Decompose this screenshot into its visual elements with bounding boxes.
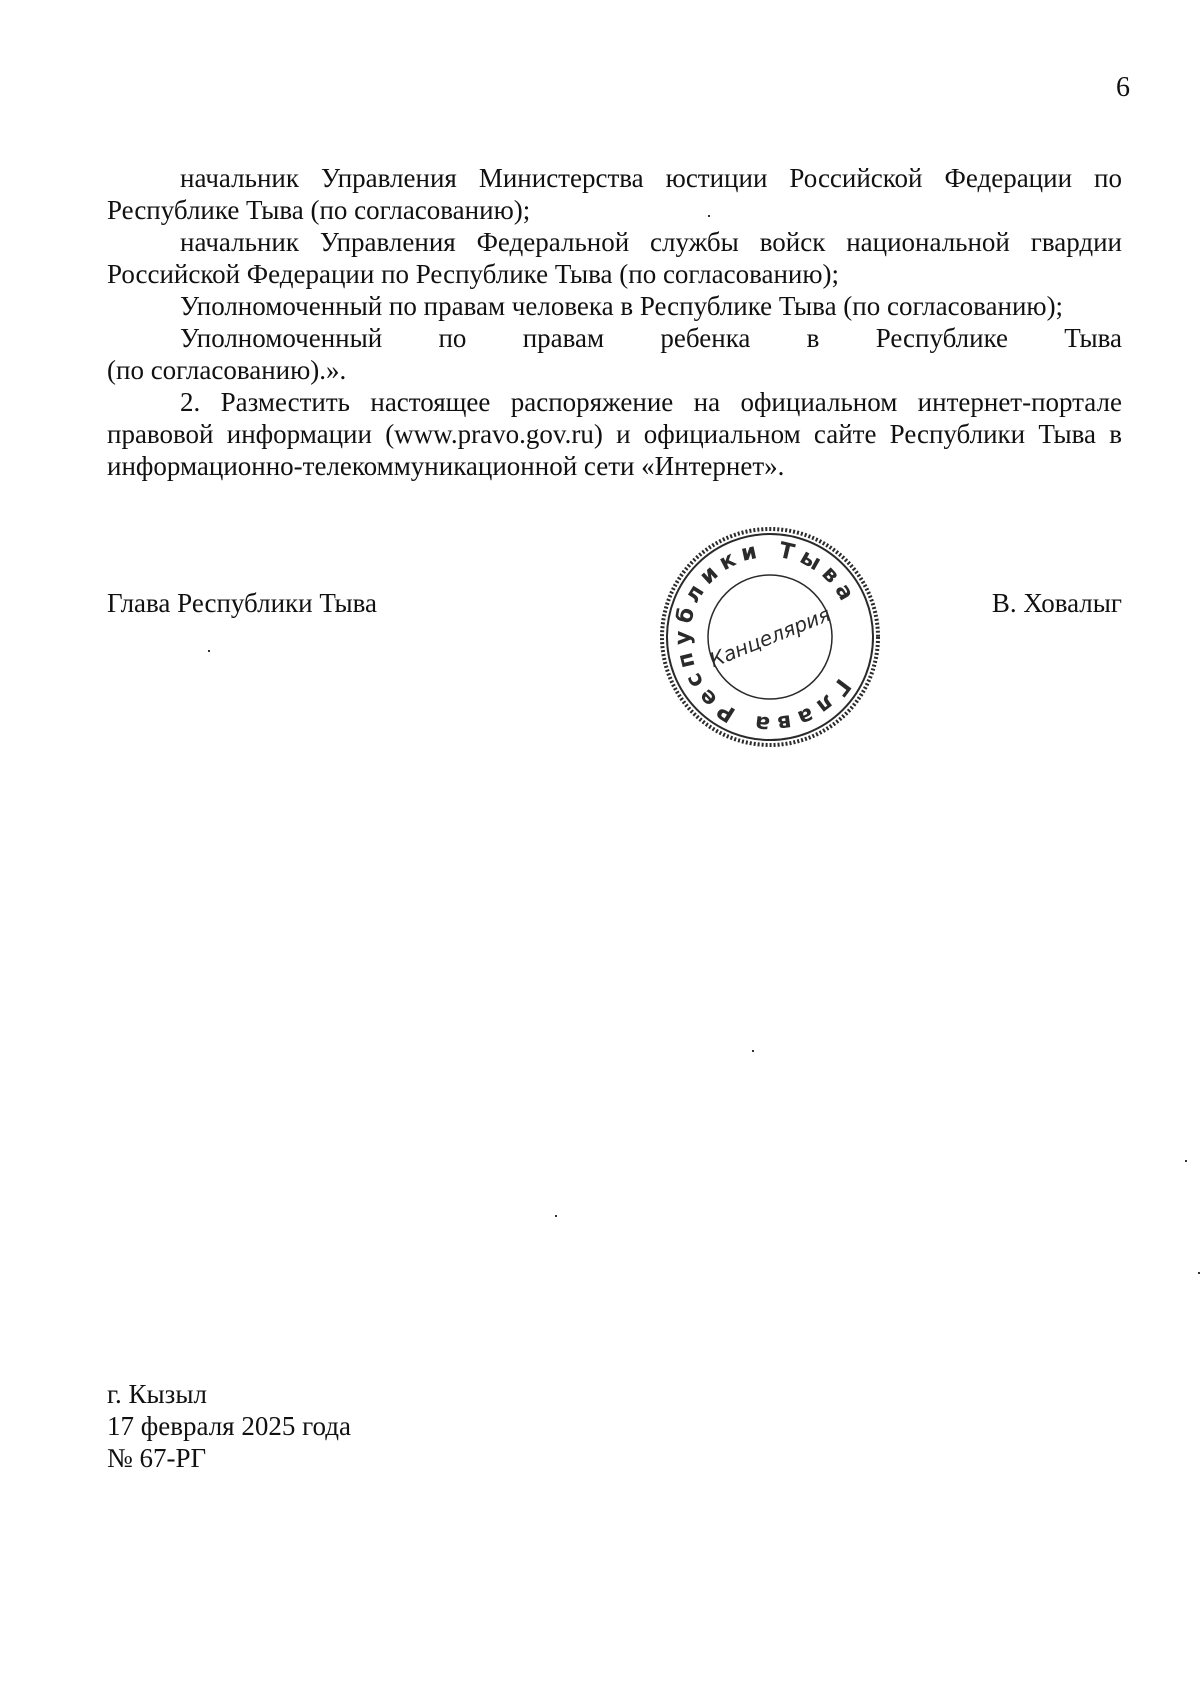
spread-word: в	[806, 323, 820, 353]
scan-speck	[752, 1050, 754, 1052]
page-number: 6	[1116, 72, 1130, 103]
scan-speck	[555, 1215, 557, 1217]
spread-word: Уполномоченный	[180, 323, 383, 353]
document-footer	[107, 1378, 351, 1474]
signatory-position: Глава Республики Тыва	[107, 588, 378, 618]
scan-speck	[1185, 1160, 1187, 1162]
paragraph-human-rights-ombudsman: Уполномоченный по правам человека в Республике Тыва (по согласованию);	[180, 291, 1064, 321]
paragraph-child-rights-ombudsman	[107, 322, 1122, 354]
paragraph-item-2: 2. Разместить настоящее распоряжение на официальном интернет-портале правовой информации (www.pravo.gov.ru) и официальном сайте Республики Тыва в информационно-телекоммуникационной сети «Интернет».	[107, 387, 1122, 481]
spread-word: Республике	[875, 323, 1009, 353]
spread-word: по	[438, 323, 467, 353]
paragraph-national-guard: начальник Управления Федеральной службы войск национальной гвардии Российской Федерации по Республике Тыва (по согласованию);	[107, 227, 1122, 289]
spread-word: Тыва	[1064, 323, 1122, 353]
scan-speck	[208, 650, 210, 652]
document-body	[107, 162, 1122, 482]
stamp-center-text: Канцелярия	[706, 601, 834, 673]
spread-word: правам	[522, 323, 605, 353]
footer-number: № 67-РГ	[107, 1443, 207, 1473]
scan-speck	[708, 215, 710, 217]
signatory-name: В. Ховалыг	[991, 588, 1122, 618]
stamp-ring-text: Глава Республики Тыва	[670, 537, 862, 737]
official-stamp	[655, 522, 885, 752]
paragraph-justice-ministry: начальник Управления Министерства юстиции Российской Федерации по Республике Тыва (по согласованию);	[107, 163, 1122, 225]
footer-city: г. Кызыл	[107, 1379, 207, 1409]
spread-word: ребенка	[660, 323, 751, 353]
footer-date: 17 февраля 2025 года	[107, 1411, 351, 1441]
paragraph-continuation: (по согласованию).».	[107, 355, 347, 385]
